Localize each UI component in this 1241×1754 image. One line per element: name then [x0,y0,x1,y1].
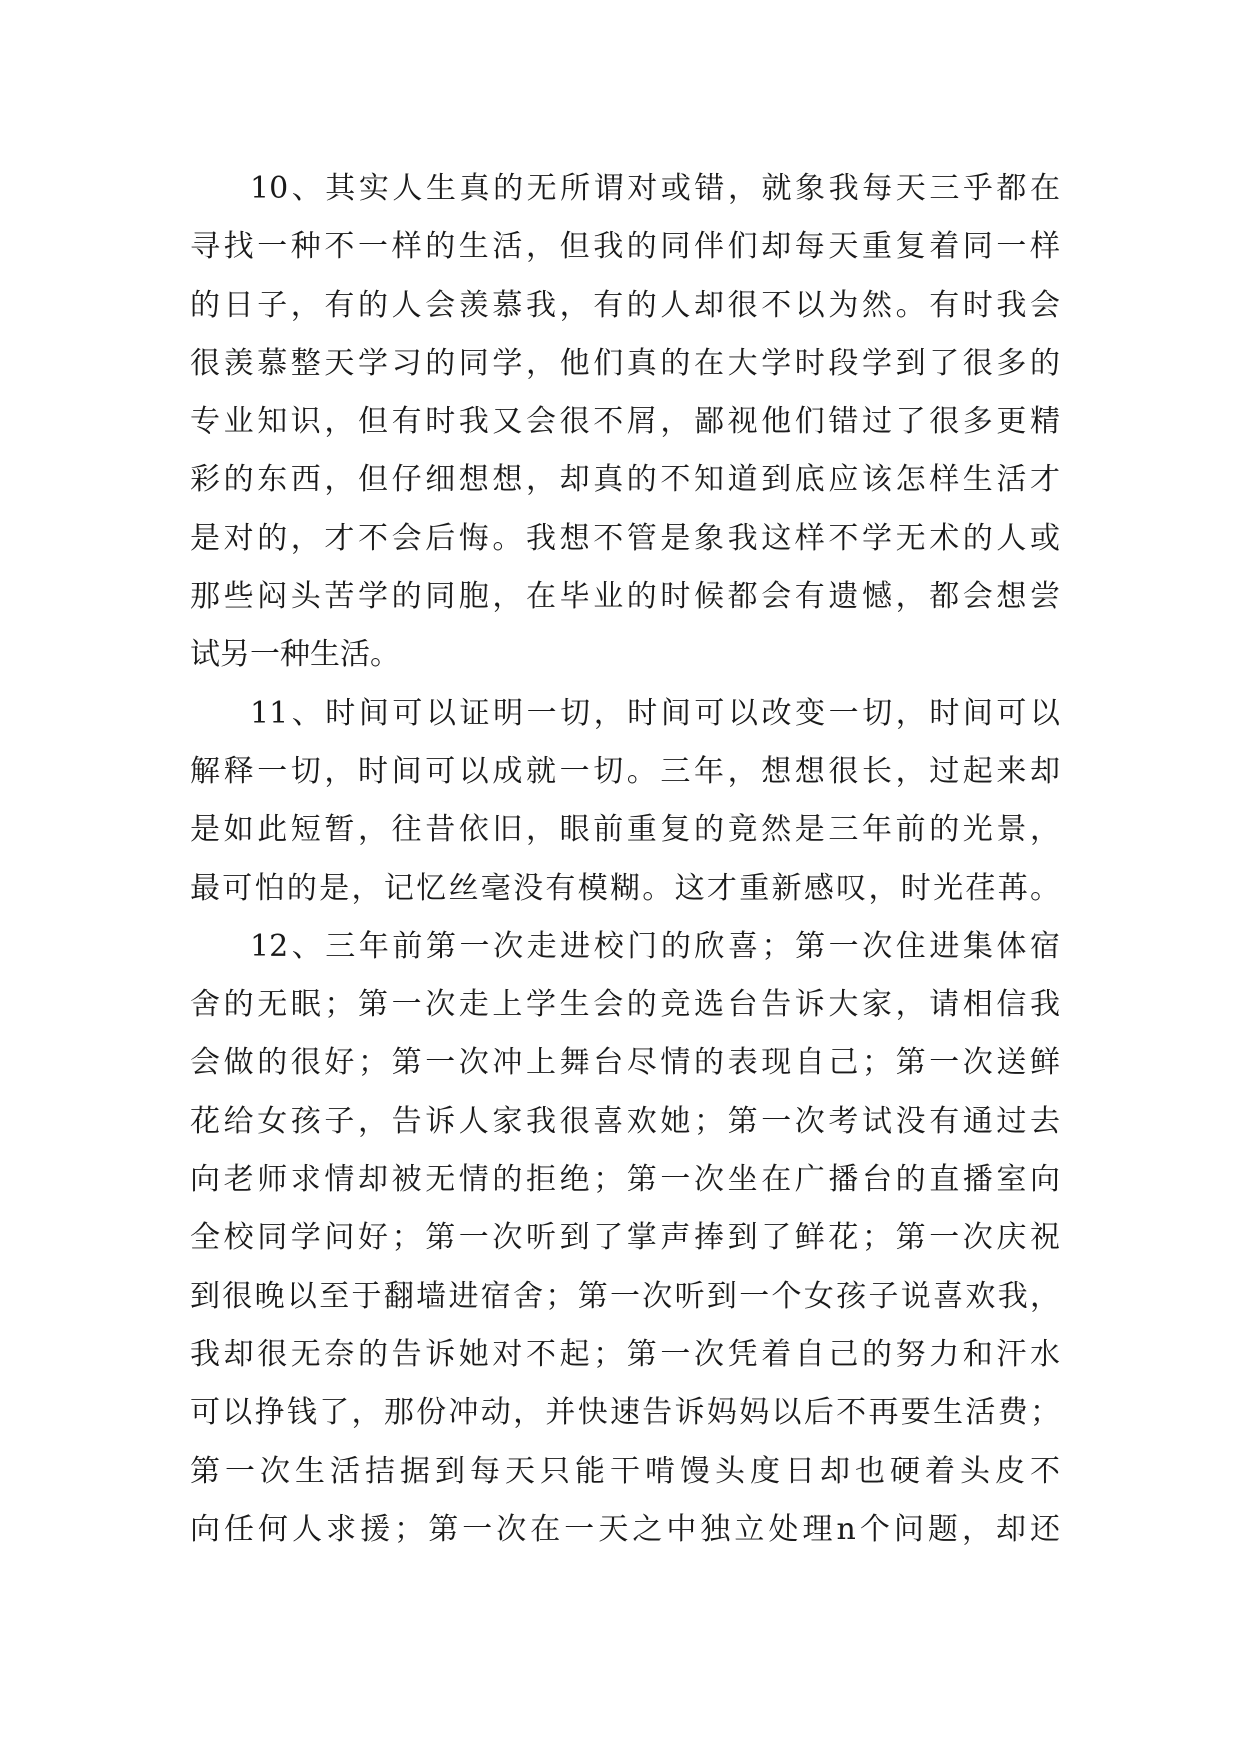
paragraph-12-line: 向老师求情却被无情的拒绝；第一次坐在广播台的直播室向 [190,1162,1060,1198]
paragraph-11-line: 解释一切，时间可以成就一切。三年，想想很长，过起来却 [190,753,1060,789]
paragraph-10-line: 试另一种生活。 [190,637,400,673]
paragraph-12-line: 舍的无眠；第一次走上学生会的竞选台告诉大家，请相信我 [190,987,1060,1023]
body-text [190,160,1060,1559]
paragraph-11-line: 最可怕的是，记忆丝毫没有模糊。这才重新感叹，时光荏苒。 [190,870,1060,906]
paragraph-11-line: 11、时间可以证明一切，时间可以改变一切，时间可以 [250,695,1060,731]
paragraph-10-line: 那些闷头苦学的同胞，在毕业的时候都会有遗憾，都会想尝 [190,579,1060,615]
paragraph-12-line: 向任何人求援；第一次在一天之中独立处理n个问题，却还 [190,1511,1060,1547]
paragraph-10-line: 专业知识，但有时我又会很不屑，鄙视他们错过了很多更精 [190,404,1060,440]
paragraph-12-line: 第一次生活拮据到每天只能干啃馒头度日却也硬着头皮不 [190,1453,1060,1489]
paragraph-10-line: 寻找一种不一样的生活，但我的同伴们却每天重复着同一样 [190,229,1060,265]
paragraph-10-line: 的日子，有的人会羡慕我，有的人却很不以为然。有时我会 [190,287,1060,323]
paragraph-12-line: 全校同学问好；第一次听到了掌声捧到了鲜花；第一次庆祝 [190,1220,1060,1256]
paragraph-10-line: 彩的东西，但仔细想想，却真的不知道到底应该怎样生活才 [190,462,1060,498]
paragraph-12-line: 可以挣钱了，那份冲动，并快速告诉妈妈以后不再要生活费； [190,1395,1060,1431]
paragraph-12-line: 会做的很好；第一次冲上舞台尽情的表现自己；第一次送鲜 [190,1045,1060,1081]
paragraph-12-line: 我却很无奈的告诉她对不起；第一次凭着自己的努力和汗水 [190,1336,1060,1372]
paragraph-12-line: 12、三年前第一次走进校门的欣喜；第一次住进集体宿 [250,928,1060,964]
paragraph-10-line: 是对的，才不会后悔。我想不管是象我这样不学无术的人或 [190,520,1060,556]
paragraph-11-line: 是如此短暂，往昔依旧，眼前重复的竟然是三年前的光景， [190,812,1060,848]
paragraph-10-line: 10、其实人生真的无所谓对或错，就象我每天三乎都在 [250,171,1060,206]
paragraph-12-line: 到很晚以至于翻墙进宿舍；第一次听到一个女孩子说喜欢我， [190,1278,1060,1314]
paragraph-12-line: 花给女孩子，告诉人家我很喜欢她；第一次考试没有通过去 [190,1103,1060,1139]
paragraph-10-line: 很羡慕整天学习的同学，他们真的在大学时段学到了很多的 [190,345,1060,381]
